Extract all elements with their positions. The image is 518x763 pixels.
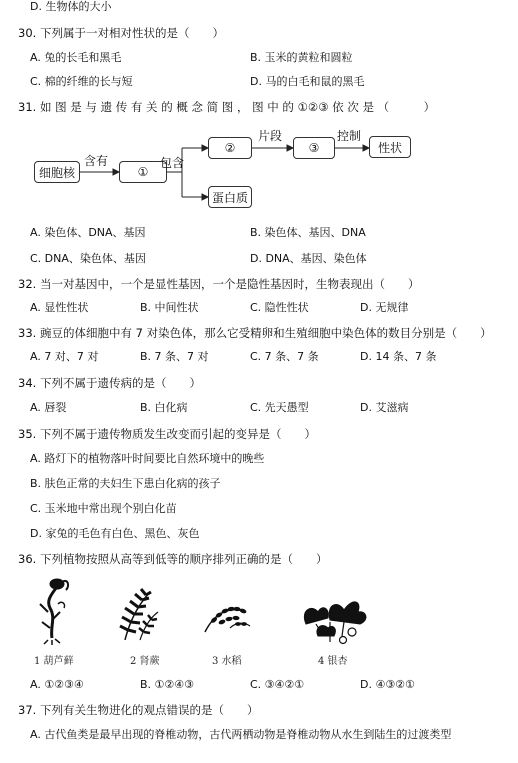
- q35-option-c: C. 玉米地中常出现个别白化苗: [30, 502, 177, 515]
- diagram-edge-controls: 控制: [337, 129, 362, 143]
- q31-option-a: A. 染色体、DNA、基因: [30, 226, 146, 239]
- q33-option-a: A. 7 对、7 对: [30, 350, 99, 363]
- caption-ginkgo: 4 银杏: [318, 656, 348, 667]
- q36-option-b: B. ①②④③: [140, 678, 194, 691]
- q33-option-c: C. 7 条、7 条: [250, 350, 319, 363]
- q30-option-d: D. 马的白毛和鼠的黑毛: [250, 75, 365, 88]
- q36-stem: 36. 下列植物按照从高等到低等的顺序排列正确的是（ ）: [18, 552, 328, 566]
- q36-option-c: C. ③④②①: [250, 678, 305, 691]
- q32-option-a: A. 显性性状: [30, 301, 89, 314]
- q30-option-b: B. 玉米的黄粒和圆粒: [250, 51, 353, 64]
- q30-option-a: A. 兔的长毛和黑毛: [30, 51, 122, 64]
- q37-stem: 37. 下列有关生物进化的观点错误的是（ ）: [18, 703, 259, 717]
- q33-option-b: B. 7 条、7 对: [140, 350, 209, 363]
- q34-option-d: D. 艾滋病: [360, 401, 409, 414]
- q31-option-d: D. DNA、基因、染色体: [250, 252, 367, 265]
- q32-stem: 32. 当一对基因中，一个是显性基因，一个是隐性基因时，生物表现出（ ）: [18, 277, 420, 291]
- q32-option-b: B. 中间性状: [140, 301, 199, 314]
- q35-option-d: D. 家兔的毛色有白色、黑色、灰色: [30, 527, 200, 540]
- q34-option-c: C. 先天愚型: [250, 401, 309, 414]
- rice-illustration: [205, 607, 250, 632]
- ginkgo-illustration: [304, 602, 366, 644]
- diagram-node-cell-nucleus: 细胞核: [34, 161, 80, 183]
- q32-option-d: D. 无规律: [360, 301, 409, 314]
- diagram-node-3: ③: [293, 137, 335, 159]
- q30-option-c: C. 棉的纤维的长与短: [30, 75, 133, 88]
- q30-stem: 30. 下列属于一对相对性状的是（ ）: [18, 26, 224, 40]
- q34-option-a: A. 唇裂: [30, 401, 67, 414]
- q31-option-b: B. 染色体、基因、DNA: [250, 226, 366, 239]
- diagram-node-1: ①: [119, 161, 167, 183]
- diagram-node-protein: 蛋白质: [208, 186, 252, 208]
- diagram-edge-includes: 包含: [160, 156, 185, 170]
- q36-option-d: D. ④③②①: [360, 678, 415, 691]
- q34-option-b: B. 白化病: [140, 401, 188, 414]
- q36-option-a: A. ①②③④: [30, 678, 84, 691]
- diagram-edge-segment: 片段: [258, 129, 283, 143]
- q37-option-a: A. 古代鱼类是最早出现的脊椎动物，古代两栖动物是脊椎动物从水生到陆生的过渡类型: [30, 728, 452, 741]
- q35-option-a: A. 路灯下的植物落叶时间要比自然环境中的晚些: [30, 452, 265, 465]
- q33-option-d: D. 14 条、7 条: [360, 350, 437, 363]
- q34-stem: 34. 下列不属于遗传病的是（ ）: [18, 376, 201, 390]
- q33-stem: 33. 豌豆的体细胞中有 7 对染色体，那么它受精卵和生殖细胞中染色体的数目分别是（ ）: [18, 326, 492, 340]
- q31-option-c: C. DNA、染色体、基因: [30, 252, 146, 265]
- diagram-node-trait: 性状: [369, 136, 411, 158]
- diagram-node-2: ②: [208, 137, 252, 159]
- caption-rice: 3 水稻: [212, 656, 242, 667]
- q35-stem: 35. 下列不属于遗传物质发生改变而引起的变异是（ ）: [18, 427, 316, 441]
- diagram-edge-contains: 含有: [84, 154, 109, 168]
- q31-stem: 31. 如 图 是 与 遗 传 有 关 的 概 念 简 图 ， 图 中 的 ①②③ 依 次 是 （ ）: [18, 100, 436, 114]
- caption-fern: 2 肾蕨: [130, 656, 160, 667]
- fern-illustration: [120, 589, 158, 640]
- moss-illustration: [40, 579, 68, 645]
- q32-option-c: C. 隐性性状: [250, 301, 309, 314]
- q35-option-b: B. 肤色正常的夫妇生下患白化病的孩子: [30, 477, 221, 490]
- caption-moss: 1 葫芦藓: [34, 656, 74, 667]
- q29-option-d: D. 生物体的大小: [30, 0, 112, 13]
